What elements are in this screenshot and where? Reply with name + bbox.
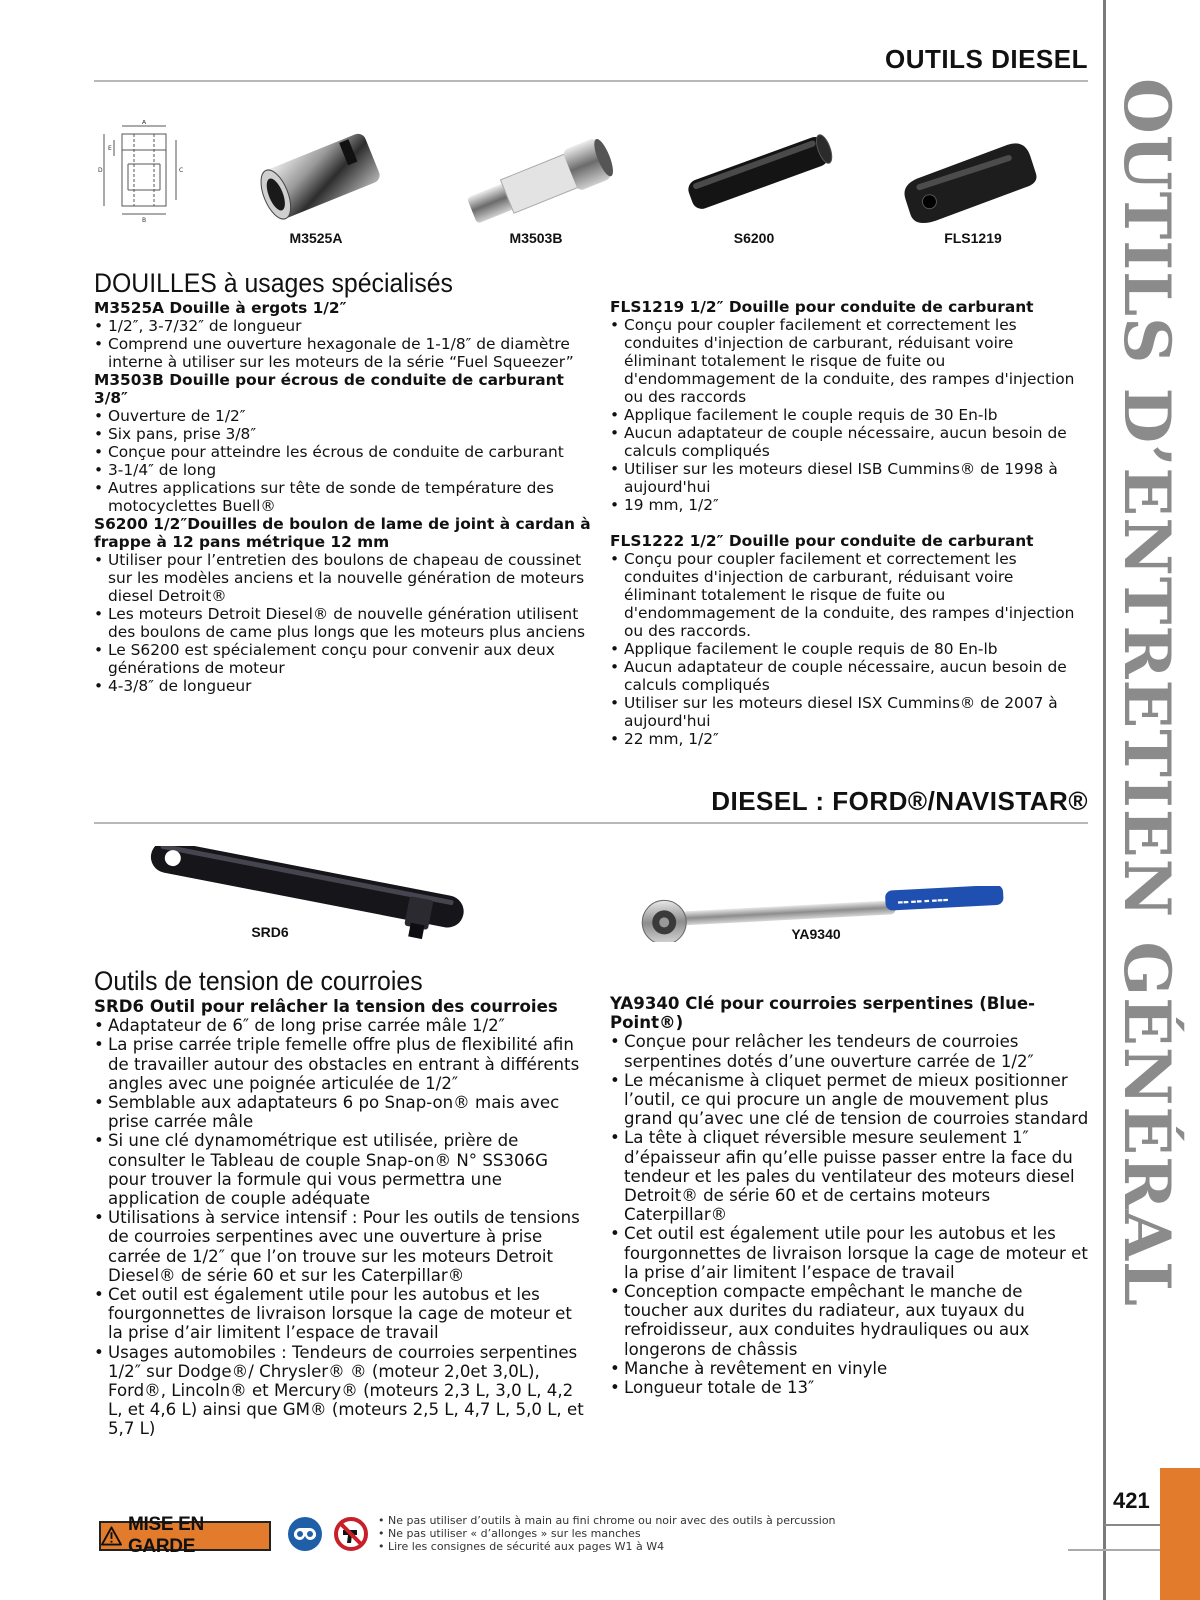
bullet: • Conçue pour atteindre les écrous de conduite de carburant bbox=[94, 443, 594, 461]
image-label-srd6: SRD6 bbox=[251, 924, 289, 940]
image-label-m3503b: M3503B bbox=[509, 230, 563, 246]
warning-notes bbox=[378, 1515, 836, 1553]
bullet: • Aucun adaptateur de couple nécessaire, aucun besoin de calculs compliqués bbox=[610, 658, 1080, 694]
subsection-heading-tension: Outils de tension de courroies bbox=[94, 966, 423, 996]
bullet: • Utiliser pour l’entretien des boulons de chapeau de coussinet sur les modèles anciens et la nouvelle génération de moteurs diesel Detroit® bbox=[94, 551, 594, 605]
product-title-fls1222: FLS1222 1/2″ Douille pour conduite de carburant bbox=[610, 532, 1034, 550]
ford-left-column bbox=[94, 966, 588, 1439]
s6200-socket-image bbox=[678, 130, 838, 214]
bullet: • Les moteurs Detroit Diesel® de nouvelle génération utilisent des boulons de came plus longs que les moteurs plus anciens bbox=[94, 605, 594, 641]
section-rule bbox=[94, 80, 1088, 82]
product-title-ya9340: YA9340 Clé pour courroies serpentines (Blue-Point®) bbox=[610, 994, 1036, 1033]
svg-text:▬▬ ▬▬ ▬ ▬▬▬: ▬▬ ▬▬ ▬ ▬▬▬ bbox=[897, 896, 949, 907]
product-bullets-m3525a bbox=[94, 317, 594, 371]
bullet: • 3-1/4″ de long bbox=[94, 461, 594, 479]
product-title-srd6: SRD6 Outil pour relâcher la tension des courroies bbox=[94, 997, 558, 1016]
bullet: • 19 mm, 1/2″ bbox=[610, 496, 1080, 514]
warning-note: • Ne pas utiliser d’outils à main au fini chrome ou noir avec des outils à percussion bbox=[378, 1514, 836, 1527]
bullet: • 22 mm, 1/2″ bbox=[610, 730, 1080, 748]
safety-icons bbox=[287, 1516, 369, 1552]
bullet: • Applique facilement le couple requis de 80 En-lb bbox=[610, 640, 1080, 658]
bullet: • Conçu pour coupler facilement et correctement les conduites d'injection de carburant, réduisant voire éliminant totalement le risque de fuite ou d'endommagement de la conduite, des rampes d'injection ou des raccords. bbox=[610, 550, 1080, 640]
svg-text:C: C bbox=[179, 167, 184, 174]
bullet: • Le S6200 est spécialement conçu pour convenir aux deux générations de moteur bbox=[94, 641, 594, 677]
warning-triangle-icon bbox=[101, 1526, 122, 1546]
bullet: • Applique facilement le couple requis de 30 En-lb bbox=[610, 406, 1080, 424]
svg-text:D: D bbox=[98, 167, 103, 174]
bullet: • La tête à cliquet réversible mesure seulement 1″ d’épaisseur afin qu’elle puisse passer entre la face du tendeur et les pales du ventilateur des moteurs diesel Detroit® de série 60 et de certains moteurs Caterpillar® bbox=[610, 1128, 1090, 1224]
image-label-s6200: S6200 bbox=[733, 230, 775, 246]
product-bullets-fls1219 bbox=[610, 316, 1080, 514]
image-label-m3525a: M3525A bbox=[289, 230, 343, 246]
product-bullets-m3503b bbox=[94, 407, 594, 515]
product-title-m3503b: M3503B Douille pour écrous de conduite de carburant 3/8″ bbox=[94, 371, 564, 407]
svg-text:A: A bbox=[142, 120, 147, 126]
bullet: • Cet outil est également utile pour les autobus et les fourgonnettes de livraison lorsque la cage de moteur et la prise d’air limitent l’espace de travail bbox=[94, 1285, 588, 1343]
bullet: • Usages automobiles : Tendeurs de courroies serpentines 1/2″ sur Dodge®/ Chrysler® ® (moteur 2,0et 3,0L), Ford®, Lincoln® et Mercury® (moteurs 2,3 L, 3,0 L, 4,2 L, et 4,6 L) ainsi que GM® (moteurs 2,5 L, 4,7 L, 5,0 L, et 5,7 L) bbox=[94, 1343, 588, 1439]
product-title-s6200: S6200 1/2″Douilles de boulon de lame de joint à cardan à frappe à 12 pans métrique 12 mm bbox=[94, 515, 591, 551]
subsection-heading-douilles: DOUILLES à usages spécialisés bbox=[94, 268, 453, 298]
bullet: • Comprend une ouverture hexagonale de 1-1/8″ de diamètre interne à utiliser sur les moteurs de la série “Fuel Squeezer” bbox=[94, 335, 594, 371]
diesel-left-column bbox=[94, 268, 594, 695]
bullet: • Utiliser sur les moteurs diesel ISX Cummins® de 2007 à aujourd'hui bbox=[610, 694, 1080, 730]
m3525a-socket-image bbox=[255, 128, 390, 228]
bullet: • Utilisations à service intensif : Pour les outils de tensions de courroies serpentines avec une ouverture à prise carrée de 1/2″ que l’on trouve sur les moteurs Detroit Diesel® de série 60 et sur les Caterpillar® bbox=[94, 1208, 588, 1285]
page-number-rule bbox=[1104, 1524, 1160, 1526]
warning-note: • Lire les consignes de sécurité aux pages W1 à W4 bbox=[378, 1539, 665, 1553]
bullet: • 4-3/8″ de longueur bbox=[94, 677, 594, 695]
bullet: • Semblable aux adaptateurs 6 po Snap-on® mais avec prise carrée mâle bbox=[94, 1093, 588, 1131]
section-rule bbox=[94, 822, 1088, 824]
image-label-fls1219: FLS1219 bbox=[944, 230, 1002, 246]
warning-label: MISE EN GARDE bbox=[127, 1514, 204, 1557]
bullet: • Conçue pour relâcher les tendeurs de courroies serpentines dotés d’une ouverture carrée de 1/2″ bbox=[610, 1032, 1090, 1070]
section-title-outils-diesel: OUTILS DIESEL bbox=[885, 44, 1088, 74]
product-bullets-fls1222 bbox=[610, 550, 1080, 748]
bullet: • Ouverture de 1/2″ bbox=[94, 407, 594, 425]
srd6-tool-image bbox=[140, 846, 470, 946]
bullet: • Cet outil est également utile pour les autobus et les fourgonnettes de livraison lorsque la cage de moteur et la prise d’air limitent l’espace de travail bbox=[610, 1224, 1090, 1282]
product-title-m3525a: M3525A Douille à ergots 1/2″ bbox=[94, 299, 347, 317]
page-number: 421 bbox=[1113, 1488, 1150, 1513]
fls1219-socket-image bbox=[896, 138, 1046, 230]
vertical-section-title: OUTILS D’ENTRETIEN GÉNÉRAL bbox=[1109, 78, 1184, 1307]
bullet: • Conçu pour coupler facilement et correctement les conduites d'injection de carburant, réduisant voire éliminant totalement le risque de fuite ou d'endommagement de la conduite, des rampes d'injection ou des raccords bbox=[610, 316, 1080, 406]
bullet: • Utiliser sur les moteurs diesel ISB Cummins® de 1998 à aujourd'hui bbox=[610, 460, 1080, 496]
bullet: • La prise carrée triple femelle offre plus de flexibilité afin de travailler autour des obstacles en entrant à différents angles avec une poignée articulée de 1/2″ bbox=[94, 1035, 588, 1093]
product-title-fls1219: FLS1219 1/2″ Douille pour conduite de carburant bbox=[610, 298, 1034, 316]
footer-rule bbox=[1068, 1549, 1160, 1551]
product-bullets-srd6 bbox=[94, 1016, 588, 1438]
image-label-ya9340: YA9340 bbox=[791, 926, 841, 942]
bullet: • Le mécanisme à cliquet permet de mieux positionner l’outil, ce qui procure un angle de mouvement plus grand qu’avec une clé de tension de courroies standard bbox=[610, 1071, 1090, 1129]
bullet: • Aucun adaptateur de couple nécessaire, aucun besoin de calculs compliqués bbox=[610, 424, 1080, 460]
eye-protection-icon bbox=[287, 1516, 323, 1552]
bullet: • Six pans, prise 3/8″ bbox=[94, 425, 594, 443]
svg-text:B: B bbox=[142, 217, 147, 224]
m3525a-technical-drawing bbox=[94, 120, 194, 224]
bullet: • Longueur totale de 13″ bbox=[610, 1378, 1090, 1397]
section-tab bbox=[1160, 1468, 1200, 1600]
no-impact-tool-icon bbox=[333, 1516, 369, 1552]
warning-badge bbox=[99, 1514, 271, 1557]
bullet: • Autres applications sur tête de sonde de température des motocyclettes Buell® bbox=[94, 479, 594, 515]
m3503b-socket-image bbox=[460, 136, 615, 228]
bullet: • Manche à revêtement en vinyle bbox=[610, 1359, 1090, 1378]
bullet: • 1/2″, 3-7/32″ de longueur bbox=[94, 317, 594, 335]
warning-note: • Ne pas utiliser « d’allonges » sur les manches bbox=[378, 1526, 641, 1540]
bullet: • Si une clé dynamométrique est utilisée, prière de consulter le Tableau de couple Snap-on® N° SS306G pour trouver la formule qui vous permettra une application de couple adéquate bbox=[94, 1131, 588, 1208]
bullet: • Adaptateur de 6″ de long prise carrée mâle 1/2″ bbox=[94, 1016, 588, 1035]
product-bullets-ya9340 bbox=[610, 1032, 1090, 1397]
svg-text:E: E bbox=[108, 145, 112, 152]
ford-right-column bbox=[610, 994, 1090, 1397]
rail-divider bbox=[1103, 0, 1106, 1600]
section-title-ford-navistar: DIESEL : FORD®/NAVISTAR® bbox=[711, 786, 1088, 816]
diesel-right-column bbox=[610, 298, 1080, 748]
product-bullets-s6200 bbox=[94, 551, 594, 695]
bullet: • Conception compacte empêchant le manche de toucher aux durites du radiateur, aux tuyaux du refroidisseur, aux conduites hydrauliques ou aux longerons de châssis bbox=[610, 1282, 1090, 1359]
